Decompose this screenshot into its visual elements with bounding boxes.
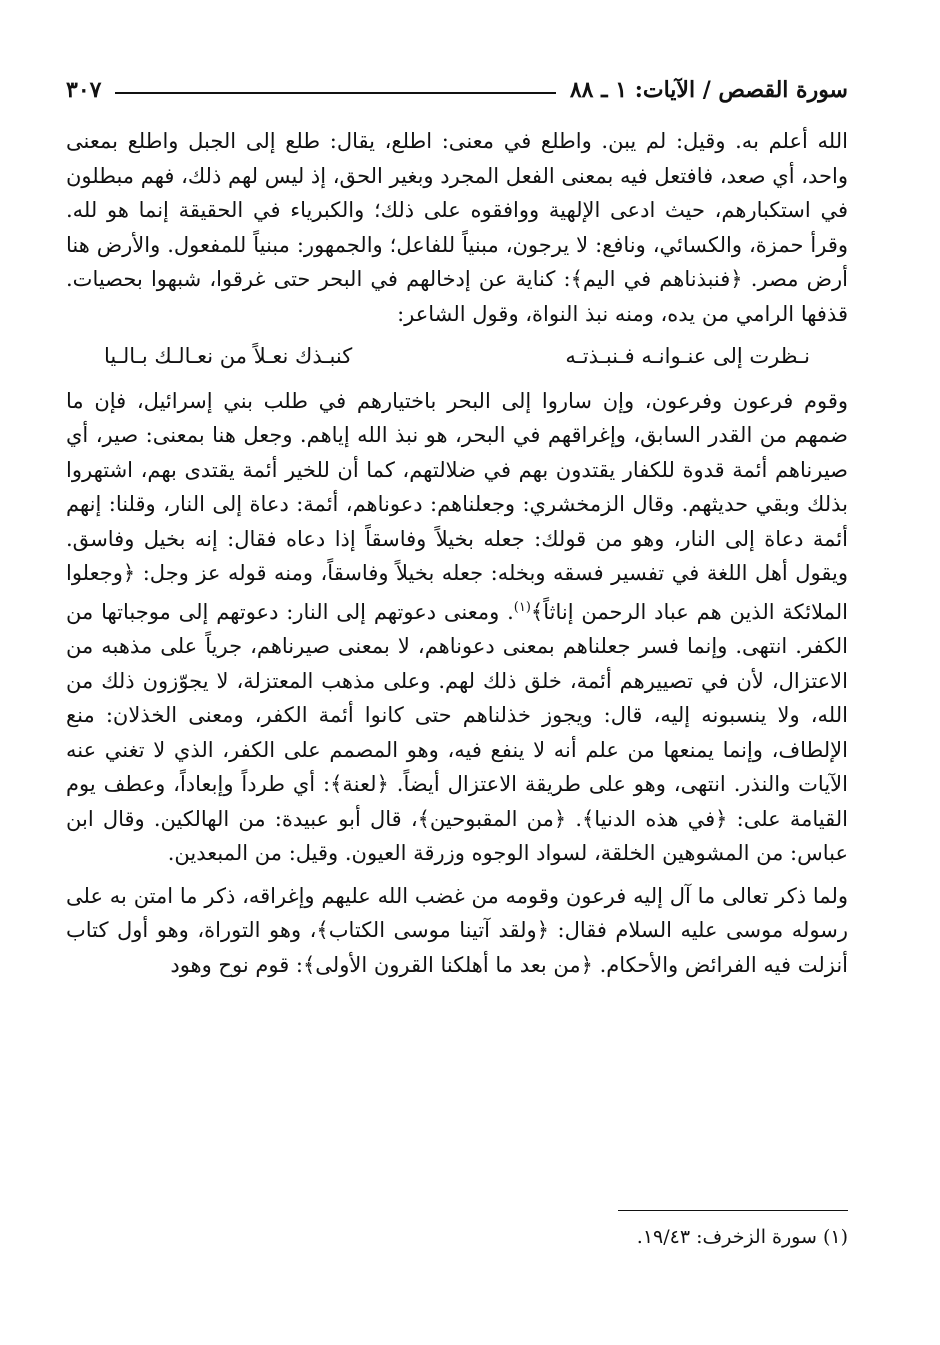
paragraph-text-cont: . ومعنى دعوتهم إلى النار: دعوتهم إلى موجباتها من الكفر. انتهى. وإنما فسر جعلناهم بمعنى دعوناهم، لا بمعنى صيرناهم، جرياً على مذهبه من الاعتزال، لأن في تصييرهم أئمة، خلق ذلك لهم. وعلى مذهب المعتزلة، لا يجوّزون ذلك من الله، ولا ينسبونه إليه، قال: ويجوز خذلناهم حتى كانوا أئمة الكفر، ومعنى الخذلان: منع الإلطاف، وإنما يمنعها من علم أنه لا ينفع فيه، وهو المصمم على الكفر، الذي لا تغني عنه الآيات والنذر. انتهى، وهو على طريقة الاعتزال أيضاً. ﴿لعنة﴾: أي طرداً وإبعاداً، وعطف يوم القيامة على: ﴿في هذه الدنيا﴾. ﴿من المقبوحين﴾، قال أبو عبيدة: من الهالكين. وقال ابن عباس: من المشوهين الخلقة، لسواد الوجوه وزرقة العيون. وقيل: من المبعدين. <box>66 599 848 865</box>
running-header <box>66 70 848 110</box>
commentary-body <box>66 124 848 982</box>
header-rule <box>115 92 555 94</box>
footnote: (١) سورة الزخرف: ١٩/٤٣. <box>636 1226 848 1248</box>
footnote-separator <box>618 1210 848 1211</box>
page-number: ٣٠٧ <box>66 77 102 103</box>
verse-first-hemistich: نـظرت إلى عنـوانـه فـنبـذتـه <box>565 344 810 368</box>
verse-second-hemistich: كنبـذك نعـلاً من نعـالـك بـالـيا <box>104 344 353 368</box>
footnote-marker[interactable]: (١) <box>513 599 531 615</box>
surah-title: سورة القصص / الآيات: ١ ـ ٨٨ <box>569 77 848 103</box>
paragraph: ولما ذكر تعالى ما آل إليه فرعون وقومه من غضب الله عليهم وإغراقه، ذكر ما امتن به على رسوله موسى عليه السلام فقال: ﴿ولقد آتينا موسى الكتاب﴾، وهو التوراة، وهو أول كتاب أنزلت فيه الفرائض والأحكام. ﴿من بعد ما أهلكنا القرون الأولى﴾: قوم نوح وهود <box>66 883 848 977</box>
book-page <box>66 70 848 1330</box>
poetry-verse <box>66 339 848 374</box>
paragraph: الله أعلم به. وقيل: لم يبن. واطلع في معنى: اطلع، يقال: طلع إلى الجبل واطلع بمعنى واحد، أي صعد، فافتعل فيه بمعنى الفعل المجرد وبغير الحق، إذ ليس لهم ذلك، فهم مبطلون في استكبارهم، حيث ادعى الإلهية ووافقوه على ذلك؛ والكبرياء في الحقيقة إنما هو لله. وقرأ حمزة، والكسائي، ونافع: لا يرجون، مبنياً للفاعل؛ والجمهور: مبنياً للمفعول. والأرض هنا أرض مصر. ﴿فنبذناهم في اليم﴾: كناية عن إدخالهم في البحر حتى غرقوا، شبهوا بحصيات. قذفها الرامي من يده، ومنه نبذ النواة، وقول الشاعر: <box>66 129 848 326</box>
paragraph-text: وقوم فرعون وفرعون، وإن ساروا إلى البحر باختيارهم في طلب بني إسرائيل، فإن ما ضمهم من القدر السابق، وإغراقهم في البحر، هو نبذ الله إياهم. وجعل هنا بمعنى: صير، أي صيرناهم أئمة قدوة للكفار يقتدون بهم في ضلالتهم، كما أن للخير أئمة يقتدى بهم، اشتهروا بذلك وبقي حديثهم. وقال الزمخشري: وجعلناهم: دعوناهم، أئمة: دعاة إلى النار، وقلنا: إنهم أئمة دعاة إلى النار، وهو من قولك: جعله بخيلاً وفاسقاً إذا دعاه فقال: إنه بخيل وفاسق. ويقول أهل اللغة في تفسير فسقه وبخله: جعله بخيلاً وفاسقاً، ومنه قوله عز وجل: ﴿وجعلوا الملائكة الذين هم عباد الرحمن إناثاً﴾ <box>66 388 848 624</box>
paragraph <box>66 384 848 871</box>
